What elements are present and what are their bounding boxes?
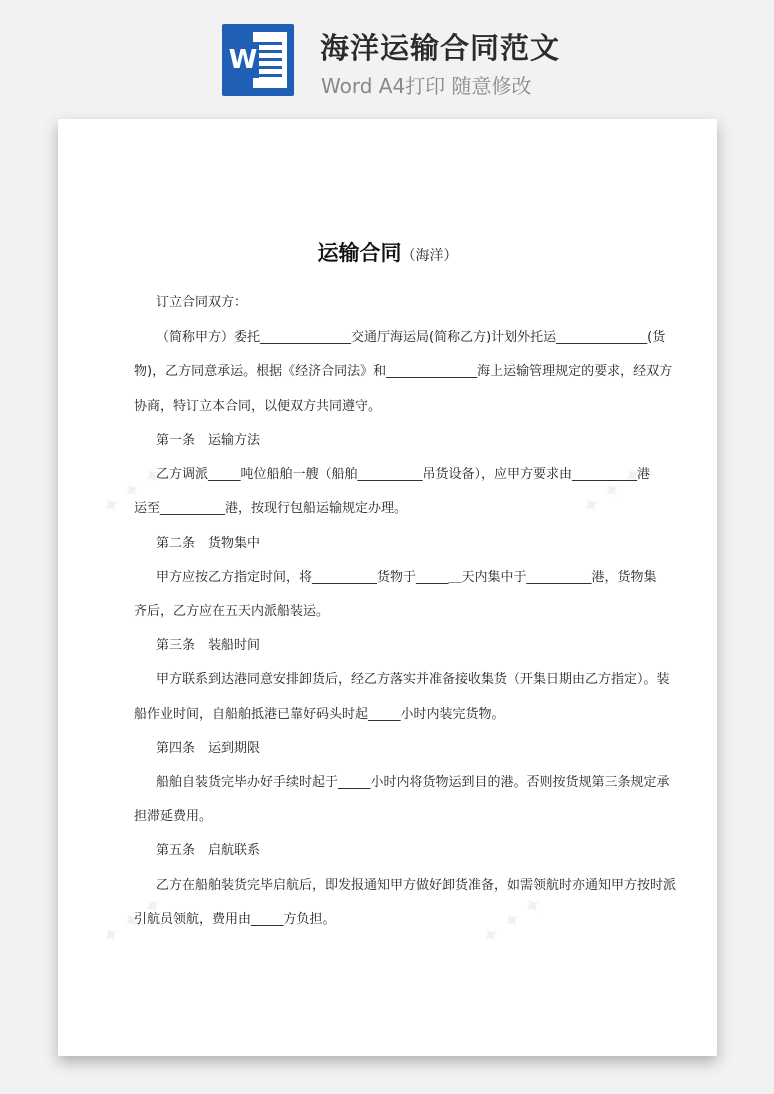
doc-line: 协商，特订立本合同，以便双方共同遵守。 bbox=[134, 399, 382, 414]
section-heading: 第二条 货物集中 bbox=[156, 536, 261, 551]
word-icon-letter: W bbox=[227, 42, 259, 78]
doc-line: 乙方在船舶装货完毕启航后，即发报通知甲方做好卸货准备，如需领航时亦通知甲方按时派 bbox=[156, 878, 677, 893]
page-subtitle: Word A4打印 随意修改 bbox=[321, 74, 532, 98]
doc-line: 订立合同双方： bbox=[156, 295, 248, 310]
doc-line: 担滞延费用。 bbox=[134, 809, 213, 824]
section-heading: 第三条 装船时间 bbox=[156, 638, 261, 653]
doc-line: 引航员领航，费用由_____方负担。 bbox=[134, 912, 336, 927]
watermark: ✦ ✦ ✦ bbox=[97, 891, 169, 952]
page-header bbox=[0, 0, 774, 110]
watermark: ✦ ✦ ✦ bbox=[577, 461, 649, 522]
section-heading: 第一条 运输方法 bbox=[156, 433, 261, 448]
doc-line: 甲方联系到达港同意安排卸货后，经乙方落实并准备接收集货（开集日期由乙方指定）。装 bbox=[156, 672, 670, 687]
doc-line: 齐后，乙方应在五天内派船装运。 bbox=[134, 604, 330, 619]
doc-line: （简称甲方）委托______________交通厅海运局(简称乙方)计划外托运______________(货 bbox=[156, 330, 666, 345]
doc-line: 甲方应按乙方指定时间，将__________货物于_____＿天内集中于__________港，货物集 bbox=[156, 570, 657, 585]
doc-line: 物)，乙方同意承运。根据《经济合同法》和______________海上运输管理规定的要求，经双方 bbox=[134, 364, 673, 379]
watermark: ✦ ✦ ✦ bbox=[477, 891, 549, 952]
doc-line: 运至__________港，按现行包船运输规定办理。 bbox=[134, 501, 408, 516]
section-heading: 第四条 运到期限 bbox=[156, 741, 261, 756]
doc-line: 乙方调派_____吨位船舶一艘（船舶__________吊货设备），应甲方要求由__________港 bbox=[156, 467, 651, 482]
document-title-main: 运输合同 bbox=[317, 241, 402, 265]
doc-line: 船作业时间，自船舶抵港已靠好码头时起_____小时内装完货物。 bbox=[134, 707, 505, 722]
document-title-suffix: （海洋） bbox=[401, 248, 458, 264]
section-heading: 第五条 启航联系 bbox=[156, 843, 261, 858]
document-page bbox=[58, 119, 717, 1056]
doc-line: 船舶自装货完毕办好手续时起于_____小时内将货物运到目的港。否则按货规第三条规定承 bbox=[156, 775, 670, 790]
word-icon bbox=[222, 24, 294, 96]
document-title bbox=[58, 237, 717, 267]
watermark: ✦ ✦ ✦ bbox=[97, 461, 169, 522]
page-title: 海洋运输合同范文 bbox=[320, 31, 561, 65]
